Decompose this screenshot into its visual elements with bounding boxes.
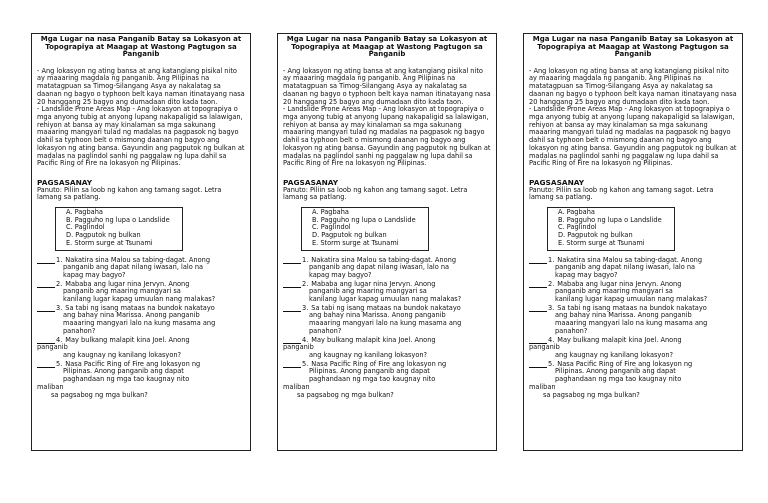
question-item: 4. May bulkang malapit kina Joel. Anong panganib ang kaugnay ng kanilang lokasyon? [283,335,436,359]
answer-blank[interactable] [529,361,547,368]
question-item: 5. Nasa Pacific Ring of Fire ang lokasyon ng Pilipinas. Anong panganib ang dapat paghandaan ng mga tao kaugnay nito maliban sa pagsabog ng mga bulkan? [283,359,447,399]
choices-box [547,207,675,251]
question-item: 2. Mababa ang lugar nina Jervyn. Anong panganib ang maaring mangyari sa kanilang lugar kapag umuulan nang malakas? [37,281,245,304]
question-item: 1. Nakatira sina Malou sa tabing-dagat. Anong panganib ang dapat nilang iwasan, lalo na kapag may bagyo? [37,257,245,280]
answer-blank[interactable] [283,361,301,368]
directions-text: Panuto: Piliin sa loob ng kahon ang tamang sagot. Letra lamang sa patlang. [37,185,222,202]
question-item: 5. Nasa Pacific Ring of Fire ang lokasyon ng Pilipinas. Anong panganib ang dapat paghandaan ng mga tao kaugnay nito maliban sa pagsabog ng mga bulkan? [37,359,201,399]
question-item: 1. Nakatira sina Malou sa tabing-dagat. Anong panganib ang dapat nilang iwasan, lalo na kapag may bagyo? [283,257,491,280]
question-item: 5. Nasa Pacific Ring of Fire ang lokasyon ng Pilipinas. Anong panganib ang dapat paghandaan ng mga tao kaugnay nito maliban sa pagsabog ng mga bulkan? [529,359,693,399]
choice-item: A. Pagbaha [558,208,595,217]
choice-item: E. Storm surge at Tsunami [66,238,153,247]
worksheet-title: Mga Lugar na nasa Panganib Batay sa Lokasyon at Topograpiya at Maagap at Wastong Pagtugon sa Panganib [532,35,734,59]
choice-item: B. Pagguho ng lupa o Landslide [66,215,170,224]
worksheet-card-2 [277,33,497,451]
choice-item: B. Pagguho ng lupa o Landslide [312,215,416,224]
choices-box [301,207,429,251]
answer-blank[interactable] [37,305,55,312]
answer-blank[interactable] [37,361,55,368]
exercise-title: PAGSASANAY [283,177,339,187]
answer-blank[interactable] [37,257,55,264]
exercise-title: PAGSASANAY [37,177,93,187]
choice-item: A. Pagbaha [312,208,349,217]
question-item: 3. Sa tabi ng isang mataas na bundok nakatayo ang bahay nina Marissa. Anong panganib maaaring mangyari lalo na kung masama ang panahon? [37,305,245,336]
choice-item: C. Paglindol [312,223,351,232]
directions-text: Panuto: Piliin sa loob ng kahon ang tamang sagot. Letra lamang sa patlang. [529,185,714,202]
paragraph-landslide: - Landslide Prone Areas Map - Ang lokasyon at topograpiya o mga anyong tubig at anyong lupang nakapaligid sa lalawigan, rehiyon at bansa ay may kinalaman sa mga sakunang maaaring mangyari tulad ng madalas na pagpasok ng bagyo dahil sa typhoon belt o mismong daanan ng bagyo ang lokasyon ng ating bansa. Gayundin ang pagputok ng bulkan at madalas na paglindol sanhi ng paggalaw ng lupa dahil sa Pacific Ring of Fire na lokasyon ng Pilipinas. [37,105,245,168]
question-item: 2. Mababa ang lugar nina Jervyn. Anong panganib ang maaring mangyari sa kanilang lugar kapag umuulan nang malakas? [283,281,491,304]
paragraph-landslide: - Landslide Prone Areas Map - Ang lokasyon at topograpiya o mga anyong tubig at anyong lupang nakapaligid sa lalawigan, rehiyon at bansa ay may kinalaman sa mga sakunang maaaring mangyari tulad ng madalas na pagpasok ng bagyo dahil sa typhoon belt o mismong daanan ng bagyo ang lokasyon ng ating bansa. Gayundin ang pagputok ng bulkan at madalas na paglindol sanhi ng paggalaw ng lupa dahil sa Pacific Ring of Fire na lokasyon ng Pilipinas. [283,105,491,168]
paragraph-location: - Ang lokasyon ng ating bansa at ang katangiang pisikal nito ay maaaring magdala ng panganib. Ang Pilipinas na matatagpuan sa Timog-Silangang Asya ay nakalatag sa daanan ng bagyo o typhoon belt kaya naman itinatayang nasa 20 hanggang 25 bagyo ang dumadaan dito kada taon. [37,66,245,106]
answer-blank[interactable] [529,257,547,264]
choice-item: C. Paglindol [558,223,597,232]
question-item: 4. May bulkang malapit kina Joel. Anong panganib ang kaugnay ng kanilang lokasyon? [529,335,682,359]
question-item: 3. Sa tabi ng isang mataas na bundok nakatayo ang bahay nina Marissa. Anong panganib maaaring mangyari lalo na kung masama ang panahon? [529,305,737,336]
paragraph-location: - Ang lokasyon ng ating bansa at ang katangiang pisikal nito ay maaaring magdala ng panganib. Ang Pilipinas na matatagpuan sa Timog-Silangang Asya ay nakalatag sa daanan ng bagyo o typhoon belt kaya naman itinatayang nasa 20 hanggang 25 bagyo ang dumadaan dito kada taon. [529,66,737,106]
choice-item: A. Pagbaha [66,208,103,217]
answer-blank[interactable] [37,281,55,288]
question-item: 1. Nakatira sina Malou sa tabing-dagat. Anong panganib ang dapat nilang iwasan, lalo na kapag may bagyo? [529,257,737,280]
question-item: 3. Sa tabi ng isang mataas na bundok nakatayo ang bahay nina Marissa. Anong panganib maaaring mangyari lalo na kung masama ang panahon? [283,305,491,336]
choice-item: D. Pagputok ng bulkan [312,231,387,240]
choice-item: D. Pagputok ng bulkan [66,231,141,240]
worksheet-title: Mga Lugar na nasa Panganib Batay sa Lokasyon at Topograpiya at Maagap at Wastong Pagtugon sa Panganib [286,35,488,59]
choice-item: E. Storm surge at Tsunami [312,238,399,247]
worksheet-title: Mga Lugar na nasa Panganib Batay sa Lokasyon at Topograpiya at Maagap at Wastong Pagtugon sa Panganib [40,35,242,59]
answer-blank[interactable] [283,281,301,288]
exercise-title: PAGSASANAY [529,177,585,187]
answer-blank[interactable] [529,305,547,312]
worksheet-card-3 [523,33,743,451]
answer-blank[interactable] [283,305,301,312]
choice-item: C. Paglindol [66,223,105,232]
paragraph-location: - Ang lokasyon ng ating bansa at ang katangiang pisikal nito ay maaaring magdala ng panganib. Ang Pilipinas na matatagpuan sa Timog-Silangang Asya ay nakalatag sa daanan ng bagyo o typhoon belt kaya naman itinatayang nasa 20 hanggang 25 bagyo ang dumadaan dito kada taon. [283,66,491,106]
worksheet-card-1 [31,33,251,451]
question-item: 2. Mababa ang lugar nina Jervyn. Anong panganib ang maaring mangyari sa kanilang lugar kapag umuulan nang malakas? [529,281,737,304]
paragraph-landslide: - Landslide Prone Areas Map - Ang lokasyon at topograpiya o mga anyong tubig at anyong lupang nakapaligid sa lalawigan, rehiyon at bansa ay may kinalaman sa mga sakunang maaaring mangyari tulad ng madalas na pagpasok ng bagyo dahil sa typhoon belt o mismong daanan ng bagyo ang lokasyon ng ating bansa. Gayundin ang pagputok ng bulkan at madalas na paglindol sanhi ng paggalaw ng lupa dahil sa Pacific Ring of Fire na lokasyon ng Pilipinas. [529,105,737,168]
choices-box [55,207,183,251]
directions-text: Panuto: Piliin sa loob ng kahon ang tamang sagot. Letra lamang sa patlang. [283,185,468,202]
choice-item: B. Pagguho ng lupa o Landslide [558,215,662,224]
choice-item: D. Pagputok ng bulkan [558,231,633,240]
answer-blank[interactable] [529,281,547,288]
choice-item: E. Storm surge at Tsunami [558,238,645,247]
answer-blank[interactable] [283,257,301,264]
question-item: 4. May bulkang malapit kina Joel. Anong panganib ang kaugnay ng kanilang lokasyon? [37,335,190,359]
